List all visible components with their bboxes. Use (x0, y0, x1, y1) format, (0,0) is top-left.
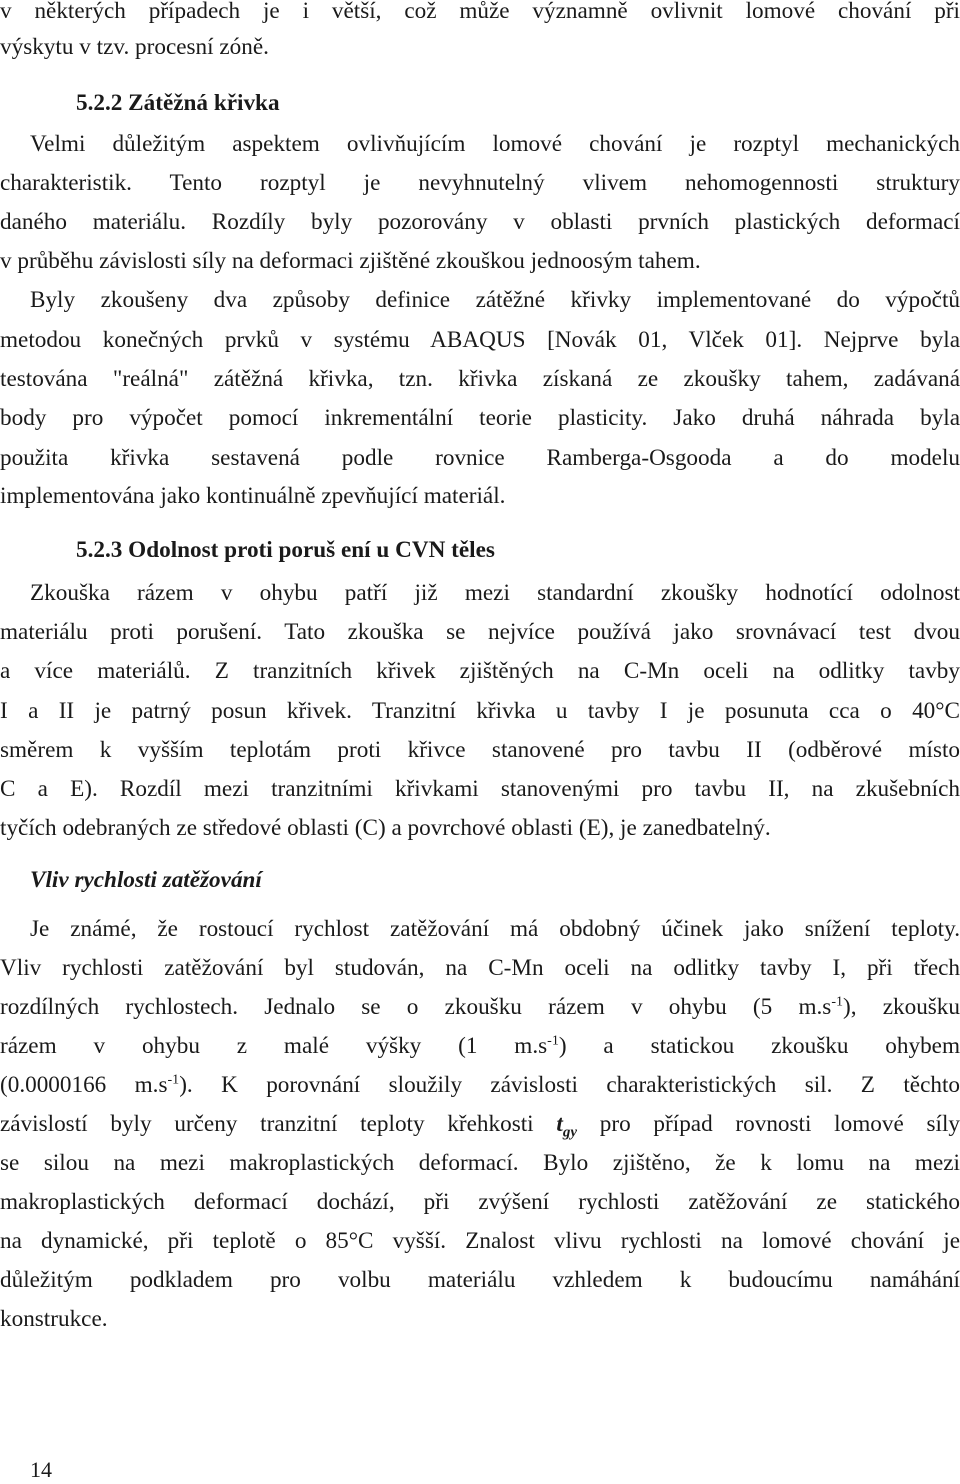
text-line: v průběhu závislosti síly na deformaci zjištěné zkouškou jednoosým tahem. (0, 248, 701, 274)
text-fragment: rozdílných rychlostech. Jednalo se o zkoušku rázem v ohybu (5 m.s (0, 994, 832, 1020)
text-line: Vliv rychlosti zatěžování byl studován, na C-Mn oceli na odlitky tavby I, při třech (0, 955, 960, 981)
text-line: a více materiálů. Z tranzitních křivek zjištěných na C-Mn oceli na odlitky tavby (0, 658, 960, 684)
text-fragment: ) a statickou zkoušku ohybem (558, 1033, 960, 1059)
text-line: implementována jako kontinuálně zpevňující materiál. (0, 483, 506, 509)
text-line (0, 1031, 960, 1061)
text-line: Velmi důležitým aspektem ovlivňujícím lomové chování je rozptyl mechanických (30, 131, 960, 157)
text-line: Byly zkoušeny dva způsoby definice zátěžné křivky implementované do výpočtů (30, 287, 960, 313)
page-number: 14 (30, 1457, 52, 1482)
symbol-subscript-gy: gy (562, 1124, 578, 1141)
text-line (0, 1070, 960, 1100)
text-fragment: závislostí byly určeny tranzitní teploty křehkosti (0, 1111, 557, 1137)
text-fragment: pro případ rovnosti lomové síly (577, 1111, 960, 1137)
text-line: Zkouška rázem v ohybu patří již mezi standardní zkoušky hodnotící odolnost (30, 580, 960, 606)
text-line: makroplastických deformací dochází, při zvýšení rychlosti zatěžování ze statického (0, 1189, 960, 1215)
text-line: C a E). Rozdíl mezi tranzitními křivkami stanovenými pro tavbu II, na zkušebních (0, 776, 960, 802)
superscript: -1 (547, 1033, 559, 1049)
text-fragment: rázem v ohybu z malé výšky (1 m.s (0, 1033, 548, 1059)
text-line: použita křivka sestavená podle rovnice Ramberga-Osgooda a do modelu (0, 445, 960, 471)
superscript: -1 (831, 994, 843, 1010)
text-line: se silou na mezi makroplastických deformací. Bylo zjištěno, že k lomu na mezi (0, 1150, 960, 1176)
text-line: materiálu proti porušení. Tato zkouška se nejvíce používá jako srovnávací test dvou (0, 619, 960, 645)
text-line: důležitým podkladem pro volbu materiálu vzhledem k budoucímu namáhání (0, 1267, 960, 1293)
text-line: tyčích odebraných ze středové oblasti (C) a povrchové oblasti (E), je zanedbatelný. (0, 815, 771, 841)
text-line (0, 1109, 960, 1139)
text-fragment: ). K porovnání sloužily závislosti charakteristických sil. Z těchto (179, 1072, 960, 1098)
text-line: testována "reálná" zátěžná křivka, tzn. křivka získaná ze zkoušky tahem, zadávaná (0, 366, 960, 392)
text-line: konstrukce. (0, 1306, 108, 1332)
text-line: výskytu v tzv. procesní zóně. (0, 34, 269, 60)
section-heading-5-2-2: 5.2.2 Zátěžná křivka (76, 90, 280, 116)
text-line: na dynamické, při teplotě o 85°C vyšší. Znalost vlivu rychlosti na lomové chování je (0, 1228, 960, 1254)
section-heading-5-2-3: 5.2.3 Odolnost proti poruš ení u CVN těles (76, 537, 495, 563)
symbol-t: t (556, 1111, 563, 1137)
text-line: Je známé, že rostoucí rychlost zatěžování má obdobný účinek jako snížení teploty. (30, 916, 960, 942)
text-line (0, 992, 960, 1022)
text-fragment: ), zkoušku (842, 994, 960, 1020)
text-line: charakteristik. Tento rozptyl je nevyhnutelný vlivem nehomogennosti struktury (0, 170, 960, 196)
superscript: -1 (167, 1072, 180, 1088)
text-line: daného materiálu. Rozdíly byly pozorovány v oblasti prvních plastických deformací (0, 209, 960, 235)
text-line: body pro výpočet pomocí inkrementální teorie plasticity. Jako druhá náhrada byla (0, 405, 960, 431)
text-fragment: (0.0000166 m.s (0, 1072, 168, 1098)
subheading-vliv-rychlosti: Vliv rychlosti zatěžování (30, 867, 262, 893)
text-line: metodou konečných prvků v systému ABAQUS [Novák 01, Vlček 01]. Nejprve byla (0, 327, 960, 353)
text-line: směrem k vyšším teplotám proti křivce stanovené pro tavbu II (odběrové místo (0, 737, 960, 763)
text-line: v některých případech je i větší, což může významně ovlivnit lomové chování při (0, 0, 960, 24)
text-line: I a II je patrný posun křivek. Tranzitní křivka u tavby I je posunuta cca o 40°C (0, 698, 960, 724)
